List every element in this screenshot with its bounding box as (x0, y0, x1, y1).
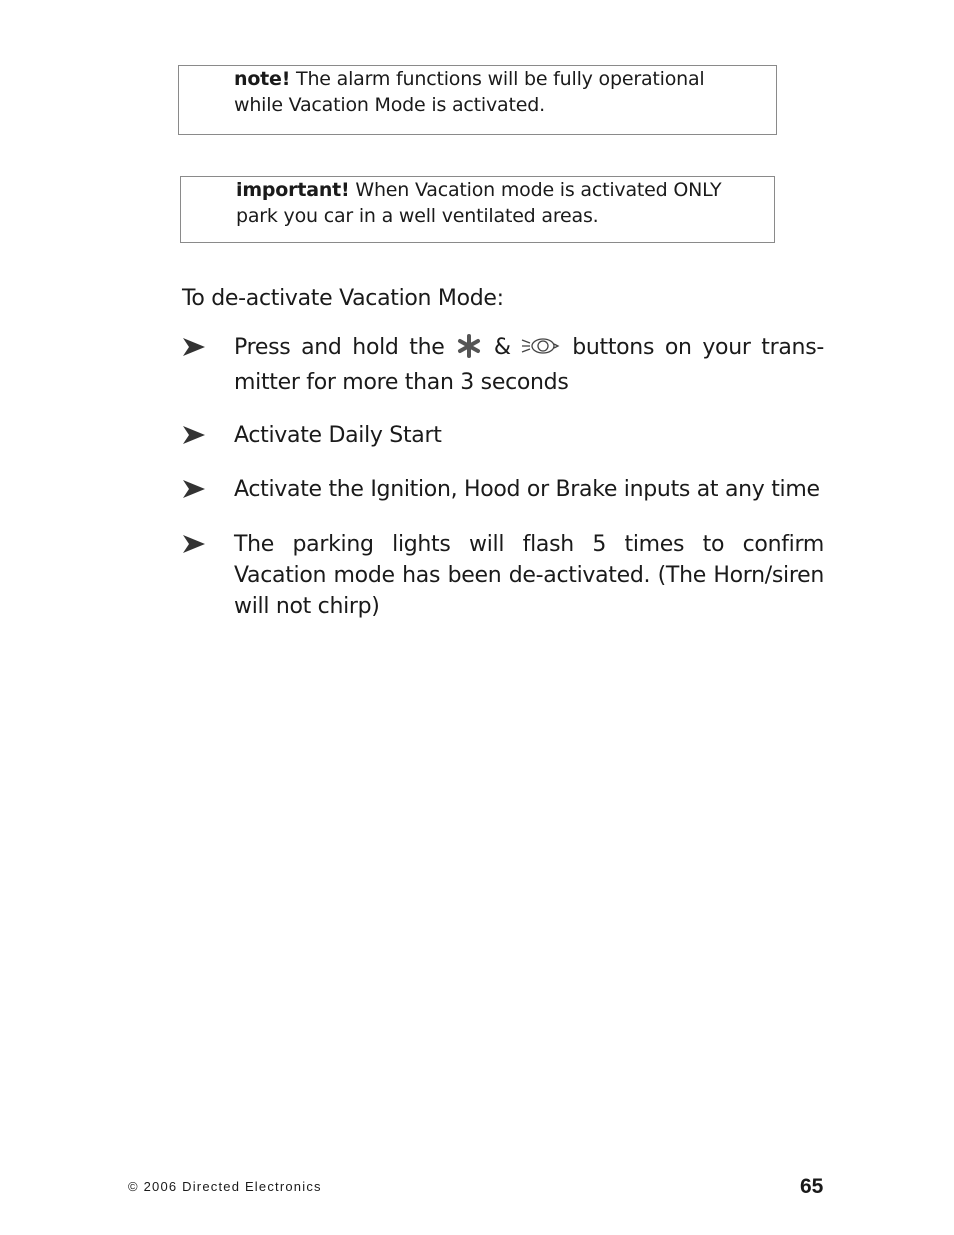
bullet-text-part1: Press and hold the (234, 335, 456, 360)
arrow-bullet-icon (182, 533, 206, 555)
arrow-bullet-icon (182, 336, 206, 358)
bullet-text: Activate the Ignition, Hood or Brake inputs at any time (234, 477, 820, 502)
bullet-text-part2: buttons on your trans-mitter for more than 3 seconds (234, 335, 824, 395)
section-heading: To de-activate Vacation Mode: (182, 286, 504, 311)
asterisk-button-icon (455, 334, 483, 367)
bullet-item (182, 332, 824, 398)
bullet-item (182, 474, 824, 505)
bullet-item (182, 529, 824, 622)
important-body: When Vacation mode is activated ONLY park you car in a well ventilated areas. (236, 179, 722, 227)
arrow-bullet-icon (182, 478, 206, 500)
footer-copyright: © 2006 Directed Electronics (128, 1179, 322, 1194)
note-label: note! (234, 68, 291, 90)
note-box (178, 65, 777, 135)
bullet-item (182, 420, 824, 451)
bullet-text: Activate Daily Start (234, 423, 442, 448)
bullet-text-amp: & (483, 335, 522, 360)
page-number: 65 (800, 1175, 824, 1198)
important-label: important! (236, 179, 350, 201)
remote-start-button-icon (521, 334, 561, 367)
important-box (180, 176, 775, 243)
bullet-text: The parking lights will flash 5 times to confirm Vacation mode has been de-activated. (The Horn/siren will not chirp) (234, 532, 824, 619)
note-body: The alarm functions will be fully operational while Vacation Mode is activated. (234, 68, 705, 116)
arrow-bullet-icon (182, 424, 206, 446)
note-text (234, 66, 734, 118)
important-text (236, 177, 736, 229)
bullet-text (234, 332, 824, 398)
